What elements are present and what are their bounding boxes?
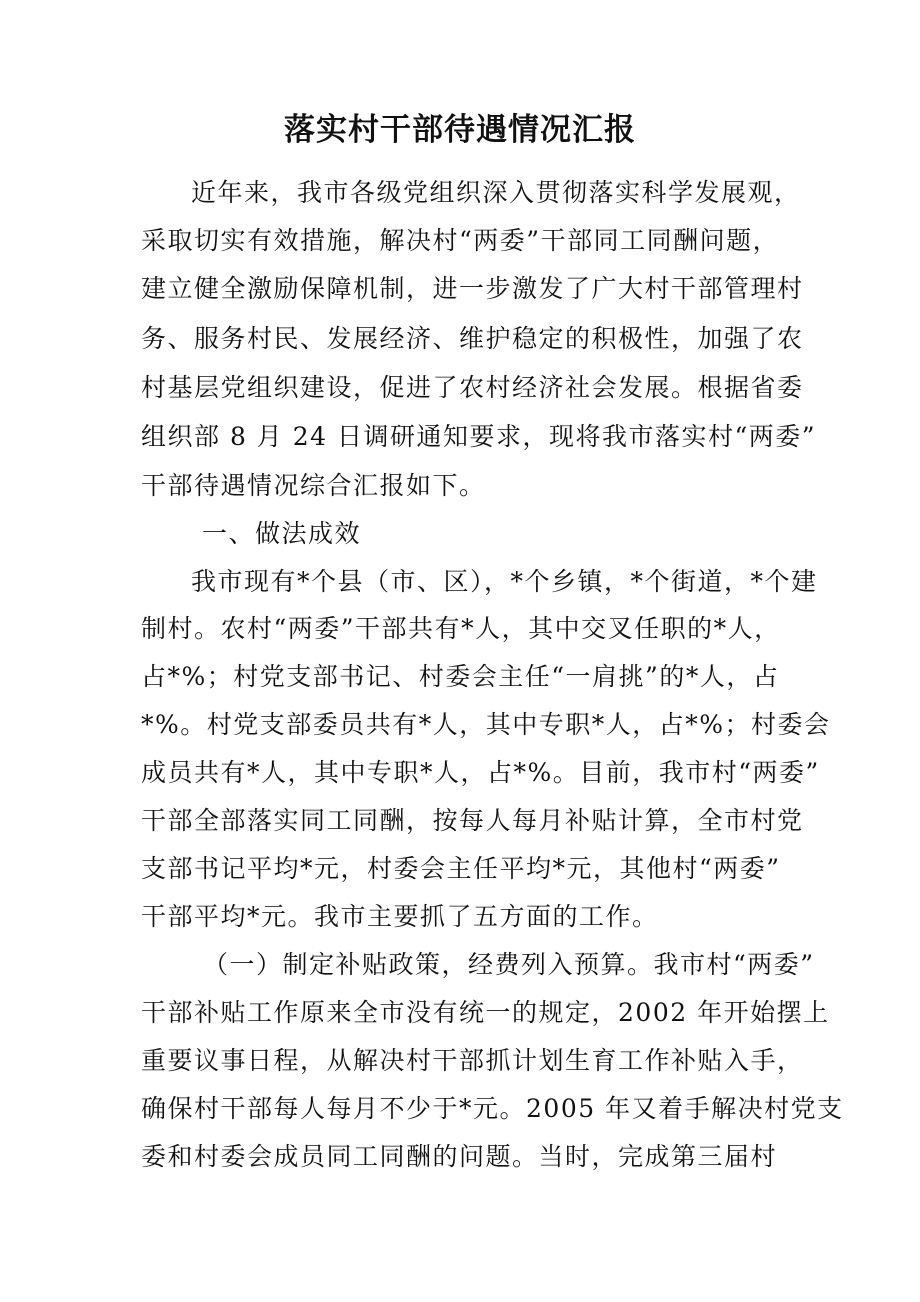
paragraph-2-line-3: 占*%；村党支部书记、村委会主任“一肩挑”的*人，占 [141,662,780,691]
paragraph-2-line-5: 成员共有*人，其中专职*人，占*%。目前，我市村“两委” [141,758,820,787]
paragraph-2-line-2: 制村。农村“两委”干部共有*人，其中交叉任职的*人， [141,614,781,643]
paragraph-1-line-1: 近年来，我市各级党组织深入贯彻落实科学发展观， [191,178,801,207]
paragraph-1-line-5: 村基层党组织建设，促进了农村经济社会发展。根据省委 [141,373,804,402]
paragraph-3-line-1: （一）制定补贴政策，经费列入预算。我市村“两委” [203,950,815,979]
paragraph-3-line-4: 确保村干部每人每月不少于*元。2005 年又着手解决村党支 [141,1094,844,1123]
paragraph-2-line-6: 干部全部落实同工同酬，按每人每月补贴计算，全市村党 [141,806,804,835]
paragraph-3-line-3: 重要议事日程，从解决村干部抓计划生育工作补贴入手， [141,1046,804,1075]
document-title: 落实村干部待遇情况汇报 [284,112,636,148]
paragraph-1-line-7: 干部待遇情况综合汇报如下。 [141,471,486,500]
paragraph-3-line-5: 委和村委会成员同工同酬的问题。当时，完成第三届村 [141,1142,778,1171]
paragraph-1-line-3: 建立健全激励保障机制，进一步激发了广大村干部管理村 [141,274,804,303]
section-heading: 一、做法成效 [202,519,362,548]
paragraph-2-line-8: 干部平均*元。我市主要抓了五方面的工作。 [141,902,659,931]
paragraph-2-line-4: *%。村党支部委员共有*人，其中专职*人，占*%；村委会 [141,710,831,739]
paragraph-3-line-2: 干部补贴工作原来全市没有统一的规定，2002 年开始摆上 [141,998,830,1027]
paragraph-1-line-2: 采取切实有效措施，解决村“两委”干部同工同酬问题， [141,226,780,255]
paragraph-1-line-6: 组织部 8 月 24 日调研通知要求，现将我市落实村“两委” [141,422,817,451]
paragraph-2-line-1: 我市现有*个县（市、区），*个乡镇，*个街道，*个建 [191,567,818,596]
paragraph-2-line-7: 支部书记平均*元，村委会主任平均*元，其他村“两委” [141,854,781,883]
paragraph-1-line-4: 务、服务村民、发展经济、维护稳定的积极性，加强了农 [141,324,804,353]
